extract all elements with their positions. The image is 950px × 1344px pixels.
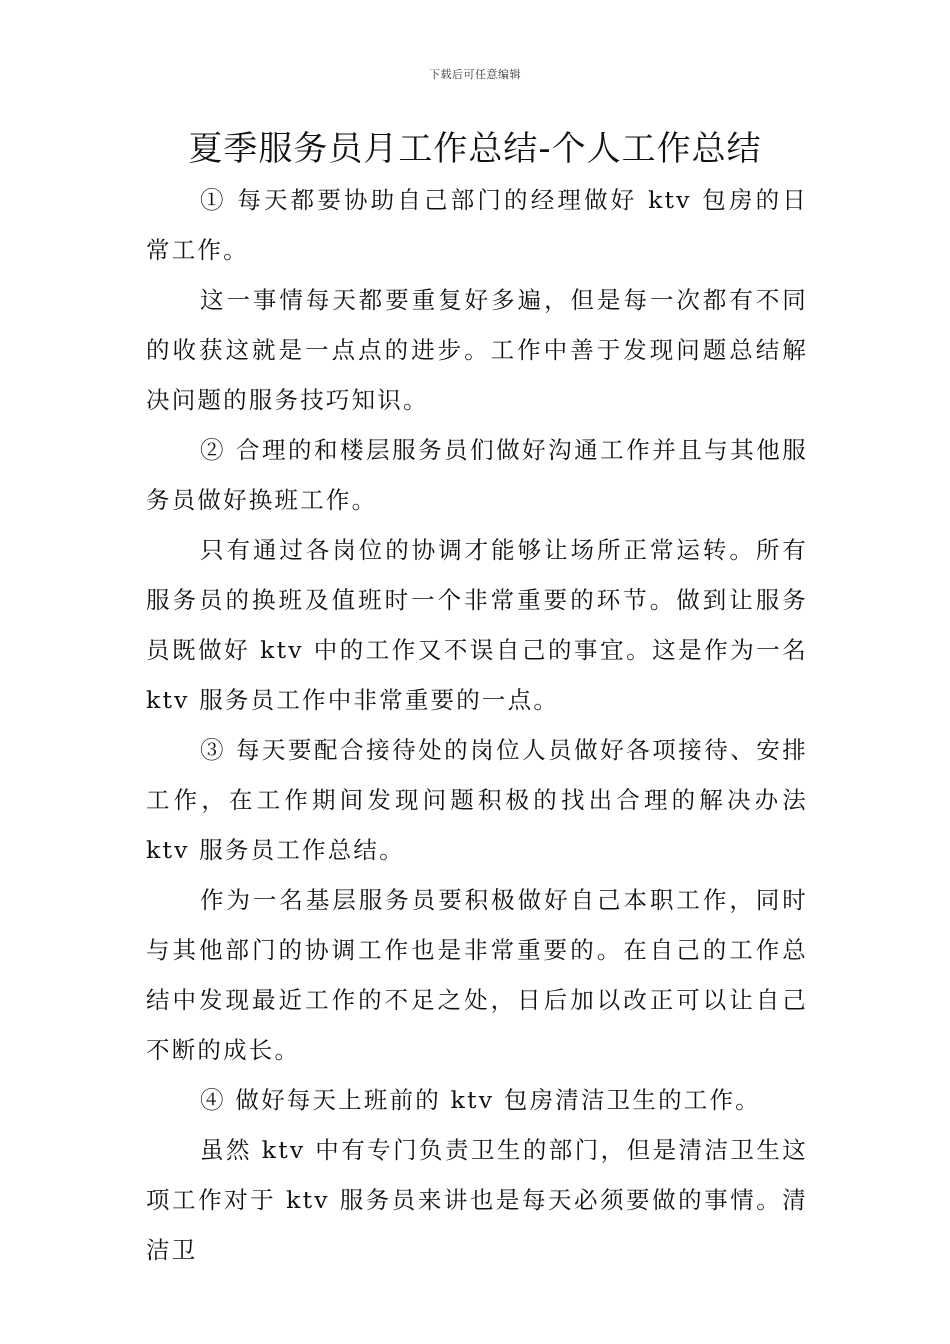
paragraph: ④ 做好每天上班前的 ktv 包房清洁卫生的工作。 — [200, 1086, 761, 1114]
paragraph: 这一事情每天都要重复好多遍，但是每一次都有不同的收获这就是一点点的进步。工作中善于发现问题总结解决问题的服务技巧知识。 — [146, 286, 808, 414]
paragraph: 只有通过各岗位的协调才能够让场所正常运转。所有服务员的换班及值班时一个非常重要的环节。做到让服务员既做好 ktv 中的工作又不误自己的事宜。这是作为一名 ktv 服务员工作中非常重要的一点。 — [146, 536, 808, 714]
header-note: 下载后可任意编辑 — [429, 68, 521, 81]
document-body — [146, 175, 808, 1275]
paragraph: ② 合理的和楼层服务员们做好沟通工作并且与其他服务员做好换班工作。 — [146, 436, 808, 514]
paragraph: ③ 每天要配合接待处的岗位人员做好各项接待、安排工作，在工作期间发现问题积极的找出合理的解决办法 ktv 服务员工作总结。 — [146, 736, 808, 864]
document-title: 夏季服务员月工作总结-个人工作总结 — [188, 129, 762, 169]
paragraph: 虽然 ktv 中有专门负责卫生的部门，但是清洁卫生这项工作对于 ktv 服务员来讲也是每天必须要做的事情。清洁卫 — [146, 1136, 808, 1264]
paragraph: 作为一名基层服务员要积极做好自己本职工作，同时与其他部门的协调工作也是非常重要的。在自己的工作总结中发现最近工作的不足之处，日后加以改正可以让自己不断的成长。 — [146, 886, 808, 1064]
paragraph: ① 每天都要协助自己部门的经理做好 ktv 包房的日常工作。 — [146, 186, 808, 264]
